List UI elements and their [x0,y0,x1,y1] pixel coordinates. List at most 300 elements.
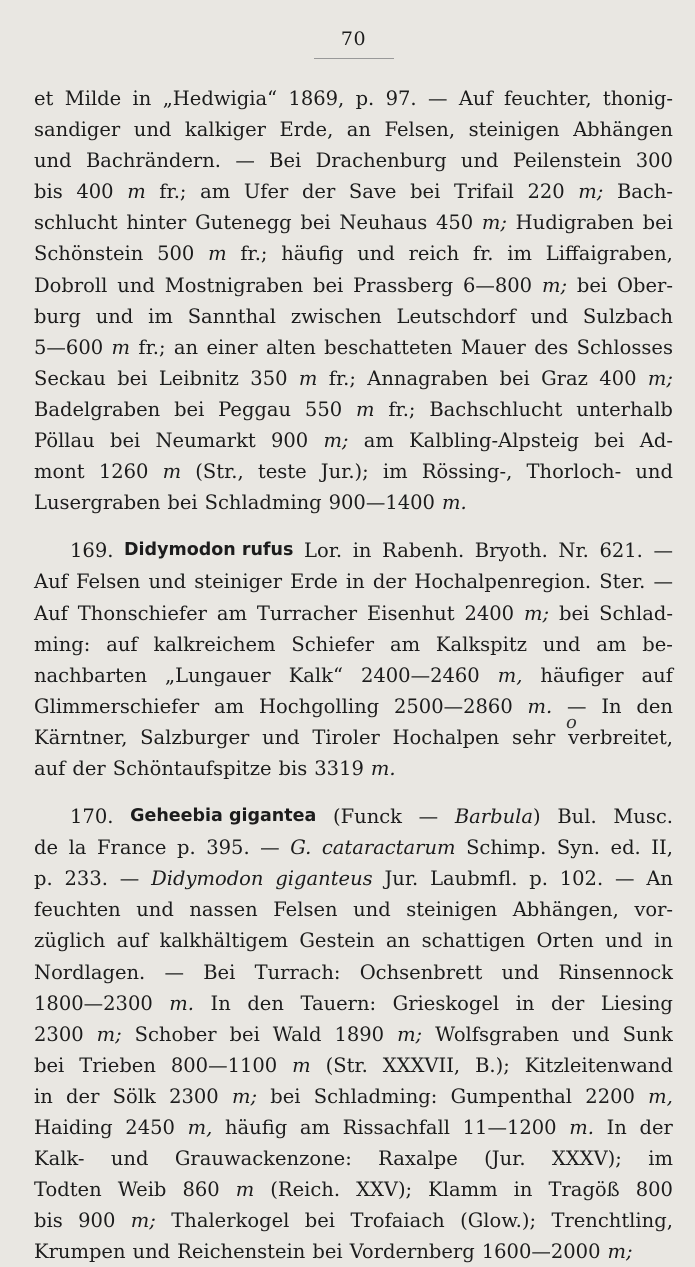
word: Ober- [617,273,673,297]
word: 300 [635,149,673,173]
word: Haiding [34,1116,113,1139]
word: häufig [281,242,344,266]
word: 800 [635,1178,673,1202]
word: Hochgolling [258,694,380,718]
word: und [353,898,391,922]
text-line [34,691,673,722]
word: Kalbling-Alpsteig [409,429,580,453]
text-line [34,332,673,363]
word: giganteus [275,867,373,891]
word: 621. [599,539,643,563]
word: einer [206,335,258,359]
word: 350 [250,366,288,390]
word: 395. [206,836,250,860]
word: bei [117,366,148,390]
word: und [501,960,540,984]
word: Schiefer [291,632,375,656]
word: Sunk [622,1022,673,1046]
word: 2400 [464,601,515,625]
word: Rössing-, [421,460,513,484]
header-rule [314,58,394,59]
word: m, [187,1116,213,1139]
word: fr.; [138,335,166,359]
word: Thalerkogel [171,1209,290,1233]
word: m, [497,663,523,687]
word: Trieben [79,1053,156,1077]
word: im [382,460,408,484]
word: reich [408,242,460,266]
word: 1800—2300 [34,991,153,1015]
word: auf [116,929,149,953]
word: bei [270,1084,301,1108]
word: und [530,304,569,328]
word: den [247,991,284,1015]
text-line [34,394,673,425]
word: Barbula) [454,805,541,829]
word: und [357,242,395,266]
word: und [542,632,581,656]
word: bei [642,211,673,235]
word: und [572,1022,610,1046]
word: 2200 [585,1084,635,1108]
word: m [162,460,182,484]
word: 2300 [169,1084,219,1108]
word: Rinsennock [558,960,673,984]
word: Turracher [256,601,358,625]
word: bis [278,756,308,780]
word: m; [541,273,568,297]
word: hinter [126,211,187,235]
word: Nordlagen. [34,960,146,984]
word: der [372,570,407,594]
word: feuchten [34,898,121,922]
word: (Glow.); [460,1209,537,1233]
text-line [34,629,673,660]
word: bei [594,429,625,453]
word: in [132,87,152,110]
word: — [427,87,448,110]
word: der [301,180,336,204]
word: (Funck [333,805,402,829]
word: schlucht [34,211,118,235]
word: und [117,273,155,297]
word: Eisenhut [367,601,455,625]
text-line [34,1050,673,1081]
word: Liesing [600,991,673,1015]
word: Gestein [299,929,375,953]
word: im [148,304,173,328]
word: sandiger [34,118,121,142]
word: steiniger [194,570,283,594]
word: in [515,991,535,1015]
word: G. [290,836,312,860]
paragraph-species-170 [34,801,673,1267]
word: cataractarum [321,836,456,860]
word: Save [348,180,397,204]
word: be- [642,632,673,656]
word: 2400—2460 [360,663,480,687]
text-line [34,83,673,114]
word: am [200,180,231,204]
word: 1600—2000 [481,1240,601,1264]
word: steinigen [468,118,560,142]
word: schattigen [421,929,526,953]
word: XXV); [356,1178,413,1202]
word: Auf [34,570,68,594]
text-line [34,535,673,566]
word: Peilenstein [512,149,622,173]
word: Thorloch- [526,460,622,484]
word: XXXVII, [382,1053,461,1077]
text-line [34,1236,673,1267]
word: Hochalpen [392,725,500,749]
word: (Jur. [484,1147,526,1171]
word: Sannthal [187,304,277,328]
word: bis [34,180,63,204]
word: p. [177,836,196,860]
word: Badelgraben [34,397,161,421]
word: Orten [536,929,594,953]
handwritten-mark: o [566,712,577,733]
word: bei [34,1053,65,1077]
word: thonig- [602,87,673,110]
word: bei [174,397,205,421]
word: 233. [64,867,108,891]
word: (Str. [325,1053,368,1077]
word: Trofaiach [350,1209,445,1233]
word: Felsen [76,570,141,594]
word: Kalk“ [288,663,343,687]
word: bei [304,1209,336,1233]
word: Auf [34,601,68,625]
word: bis [34,1209,63,1233]
word: Wolfsgraben [435,1022,560,1046]
species-name: Geheebia gigantea [130,806,317,827]
word: m [235,1178,255,1202]
word: m [355,397,375,421]
word: Wald [272,1022,322,1046]
word: et [34,87,54,110]
word: 102. [559,867,604,891]
text-line [34,1081,673,1112]
text-line [34,988,673,1019]
word: den [636,694,673,718]
word: m; [481,211,507,235]
word: Milde [64,87,122,110]
word: Raxalpe [378,1147,458,1171]
text-line [34,660,673,691]
word: m; [578,180,604,204]
word: Schober [134,1022,217,1046]
word: m; [647,366,673,390]
word: und [132,1240,171,1264]
word: Prassberg [353,273,454,297]
word: der [639,1116,673,1139]
word: Lor. [304,539,343,563]
word: Weib [117,1178,167,1202]
word: 550 [304,397,343,421]
species-number: 169. [70,539,114,563]
word: In [210,991,231,1015]
word: zwischen [290,304,382,328]
word: 2450 [125,1116,175,1139]
word: m [298,366,318,390]
word: „Hedwigia“ [162,87,278,110]
word: de [34,836,59,860]
word: 1890 [334,1022,385,1046]
word: m; [397,1022,423,1046]
word: in [34,1084,53,1108]
word: 800—1100 [170,1053,278,1077]
text-line [34,863,673,894]
word: beschatteten [324,335,453,359]
word: Auf [458,87,493,110]
word: Tauern: [300,991,377,1015]
paragraph-continuation [34,83,673,518]
word: Neumarkt [155,429,256,453]
word: m [208,242,227,266]
word: Leutschdorf [396,304,516,328]
word: Laubmfl. [430,867,518,891]
word: feuchter, [504,87,592,110]
word: 220 [527,180,565,204]
word: p. [355,87,375,110]
word: am [389,632,421,656]
text-line [34,1112,673,1143]
word: Grieskogel [392,991,500,1015]
word: bei [229,1022,260,1046]
word: 2300 [34,1022,84,1046]
word: Bul. [557,805,597,829]
word: — [418,805,439,829]
word: Schöntaufspitze [112,756,272,780]
word: Syn. [556,836,600,860]
word: Bryoth. [474,539,548,563]
word: Turrach: [254,960,341,984]
word: m; [231,1084,258,1108]
word: Erde [290,570,338,594]
word: mont [34,460,85,484]
word: kalkreichem [153,632,276,656]
text-line [34,1205,673,1236]
word: 500 [157,242,195,266]
word: m. [169,991,194,1015]
text-line [34,145,673,176]
text-line [34,176,673,207]
word: am [596,632,627,656]
word: (Reich. [270,1178,341,1202]
word: auf [34,756,66,780]
word: an [173,335,199,359]
word: Glimmerschiefer [34,694,200,718]
word: und [635,460,673,484]
word: vor- [634,898,673,922]
word: bei [313,273,344,297]
word: alten [266,335,316,359]
word: nassen [189,898,258,922]
word: und [460,149,499,173]
word: Neuhaus [339,211,428,235]
word: Graz [541,366,588,390]
word: fr.; [159,180,187,204]
word: Sulzbach [582,304,673,328]
word: Ad- [639,429,673,453]
text-line [34,238,673,269]
text-line [34,598,673,629]
word: kalkhältigem [159,929,288,953]
word: 97. [385,87,417,110]
word: am [216,601,248,625]
word: und [110,1147,149,1171]
word: und [136,898,174,922]
word: 11—1200 [462,1116,557,1139]
word: kalkiger [184,118,266,142]
word: (Str., [195,460,244,484]
word: Felsen, [384,118,456,142]
word: fr.; [328,366,356,390]
word: und [605,929,643,953]
word: — [614,867,635,891]
word: 900—1400 [328,491,435,515]
word: Thonschiefer [77,601,207,625]
word: Ochsenbrett [359,960,483,984]
word: 5—600 [34,335,104,359]
text-line [34,1143,673,1174]
word: und [148,570,187,594]
word: Leibnitz [158,366,239,390]
word: Musc. [613,805,673,829]
word: Rabenh. [382,539,465,563]
word: am [299,1116,330,1139]
word: 3319 [314,756,364,780]
word: 2500—2860 [393,694,513,718]
word: Schimp. [466,836,547,860]
text-line [34,832,673,863]
word: Hochalpenregion. [414,570,592,594]
word: m [127,180,146,204]
word: In [606,1116,627,1139]
text-line [34,566,673,597]
word: m [292,1053,311,1077]
word: Liffaigraben, [545,242,673,266]
word: Rissachfall [342,1116,450,1139]
text-line [34,801,673,832]
word: 900 [78,1209,116,1233]
word: Reichenstein [177,1240,306,1264]
word: teste [257,460,307,484]
word: in [654,929,673,953]
word: und [95,304,134,328]
text-line [34,301,673,332]
word: Mauer [460,335,526,359]
word: bei [167,491,198,515]
text-line [34,363,673,394]
word: Krumpen [34,1240,126,1264]
word: — [567,694,587,718]
word: häufig [224,1116,288,1139]
word: verbreitet, [568,725,673,749]
word: im [507,242,532,266]
word: — [653,570,673,594]
word: p. [529,867,548,891]
word: II, [651,836,673,860]
text-line [34,1019,673,1050]
word: 450 [435,211,474,235]
word: Bachrändern. [85,149,221,173]
word: 400 [76,180,114,204]
text-line [34,456,673,487]
page-number: 70 [340,28,367,50]
word: m. [370,756,396,780]
word: der [72,756,106,780]
word: ed. [610,836,641,860]
word: Tragöß [548,1178,620,1202]
word: la [68,836,87,860]
word: In [601,694,622,718]
word: XXXV); [551,1147,622,1171]
word: m; [607,1240,633,1264]
word: und [34,149,72,173]
word: fr.; [388,397,416,421]
text-line [34,957,673,988]
word: ming: [34,632,91,656]
word: Salzburger [140,725,250,749]
word: Vordernberg [349,1240,475,1264]
word: bei [499,366,530,390]
word: Drachenburg [315,149,447,173]
word: Kitzleitenwand [524,1053,673,1077]
word: an [386,929,411,953]
word: 400 [599,366,637,390]
word: Trenchtling, [551,1209,673,1233]
word: 1260 [98,460,149,484]
word: Hudigraben [515,211,634,235]
word: Schlosses [576,335,673,359]
word: Jur. [384,867,419,891]
word: Grauwackenzone: [174,1147,352,1171]
word: Todten [34,1178,102,1202]
word: und [262,725,300,749]
word: 860 [182,1178,220,1202]
word: steinigen [406,898,498,922]
word: Schönstein [34,242,144,266]
word: m; [130,1209,156,1233]
word: m; [96,1022,122,1046]
word: Kalkspitz [435,632,527,656]
word: p. [34,867,53,891]
word: Mostnigraben [164,273,304,297]
text-line [34,270,673,301]
text-line [34,925,673,956]
word: am [214,694,245,718]
word: Bachschlucht [429,397,563,421]
word: France [96,836,167,860]
word: m; [323,429,349,453]
word: Bach- [616,180,673,204]
text-line [34,753,673,784]
word: Erde, [279,118,334,142]
text-line [34,894,673,925]
word: bei [312,1240,343,1264]
word: Ster. [599,570,646,594]
word: in [513,1178,533,1202]
word: Schladming [204,491,322,515]
species-name: Didymodon rufus [124,540,294,561]
word: m [111,335,130,359]
word: Sölk [112,1084,156,1108]
word: bei [109,429,141,453]
word: bei [558,601,590,625]
